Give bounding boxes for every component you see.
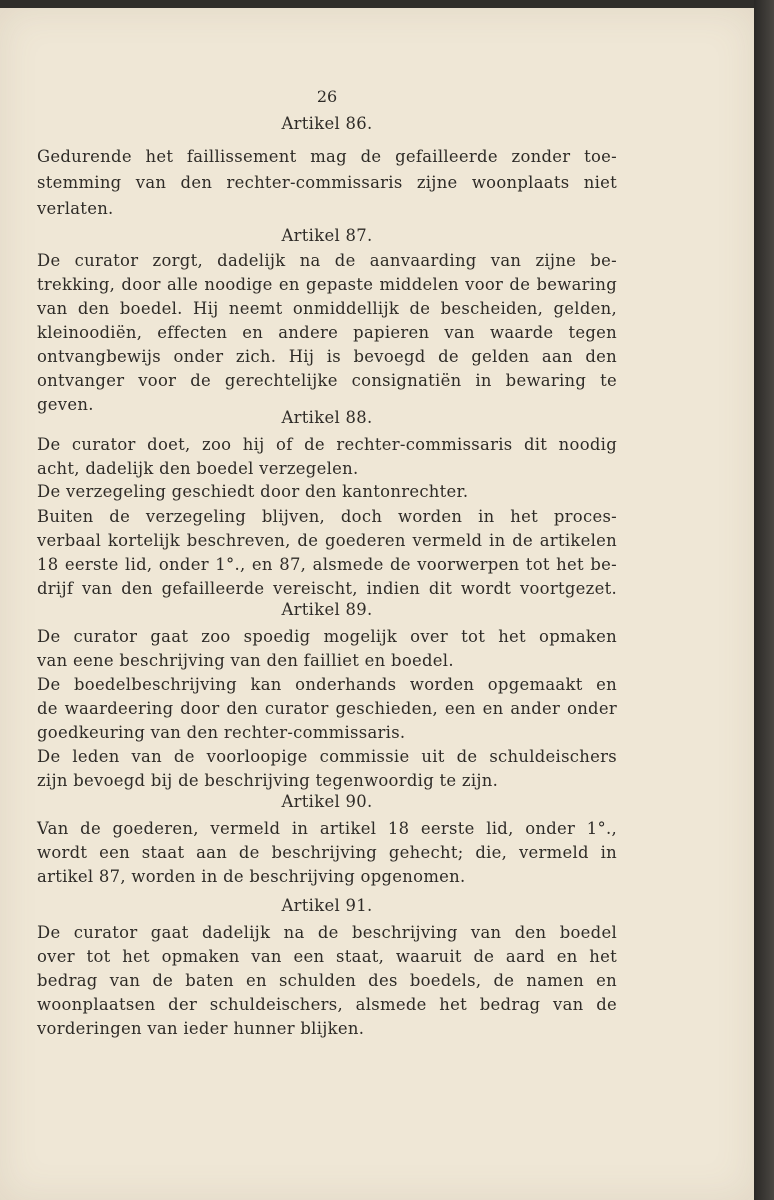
article-text-line: De curator gaat dadelijk na de beschrijving van den boedel <box>37 923 617 942</box>
article-text-line: artikel 87, worden in de beschrijving opgenomen. <box>37 867 466 886</box>
article-text-line: de waardeering door den curator geschieden, een en ander onder <box>37 699 617 718</box>
article-text-line: wordt een staat aan de beschrijving gehecht; die, vermeld in <box>37 843 617 862</box>
article-text-line: ontvanger voor de gerechtelijke consignatiën in bewaring te <box>37 371 617 390</box>
article-text-line: ontvangbewijs onder zich. Hij is bevoegd de gelden aan den <box>37 347 617 366</box>
article-heading: Artikel 91. <box>281 896 373 915</box>
article-heading: Artikel 87. <box>281 226 373 245</box>
article-text-line: De curator gaat zoo spoedig mogelijk over tot het opmaken <box>37 627 617 646</box>
article-text-line: verbaal kortelijk beschreven, de goederen vermeld in de artikelen <box>37 531 617 550</box>
article-text-line: kleinoodiën, effecten en andere papieren van waarde tegen <box>37 323 617 342</box>
book-page <box>0 8 754 1200</box>
article-text-line: trekking, door alle noodige en gepaste middelen voor de bewaring <box>37 275 617 294</box>
article-text-line: zijn bevoegd bij de beschrijving tegenwoordig te zijn. <box>37 771 499 790</box>
article-text-line: vorderingen van ieder hunner blijken. <box>37 1019 365 1038</box>
article-text-line: Buiten de verzegeling blijven, doch worden in het proces- <box>37 507 617 526</box>
article-heading: Artikel 90. <box>281 792 373 811</box>
article-text-line: De curator zorgt, dadelijk na de aanvaarding van zijne be- <box>37 251 617 270</box>
article-text-line: verlaten. <box>37 199 114 218</box>
article-heading: Artikel 88. <box>281 408 373 427</box>
article-text-line: bedrag van de baten en schulden des boedels, de namen en <box>37 971 617 990</box>
article-text-line: Van de goederen, vermeld in artikel 18 eerste lid, onder 1°., <box>37 819 617 838</box>
article-text-line: van den boedel. Hij neemt onmiddellijk de bescheiden, gelden, <box>37 299 617 318</box>
article-text-line: De leden van de voorloopige commissie uit de schuldeischers <box>37 747 617 766</box>
page-number: 26 <box>316 87 338 106</box>
article-text-line: De verzegeling geschiedt door den kantonrechter. <box>37 482 469 501</box>
article-text-line: stemming van den rechter-commissaris zijne woonplaats niet <box>37 173 617 192</box>
article-heading: Artikel 86. <box>281 114 373 133</box>
scan-right-edge <box>754 0 774 1200</box>
article-text-line: 18 eerste lid, onder 1°., en 87, alsmede de voorwerpen tot het be- <box>37 555 617 574</box>
article-text-line: over tot het opmaken van een staat, waaruit de aard en het <box>37 947 617 966</box>
article-text-line: acht, dadelijk den boedel verzegelen. <box>37 459 359 478</box>
article-text-line: drijf van den gefailleerde vereischt, indien dit wordt voortgezet. <box>37 579 617 598</box>
scan-top-edge <box>0 0 754 8</box>
article-text-line: De boedelbeschrijving kan onderhands worden opgemaakt en <box>37 675 617 694</box>
article-text-line: woonplaatsen der schuldeischers, alsmede het bedrag van de <box>37 995 617 1014</box>
article-text-line: goedkeuring van den rechter-commissaris. <box>37 723 406 742</box>
article-text-line: geven. <box>37 395 94 414</box>
article-text-line: Gedurende het faillissement mag de gefailleerde zonder toe- <box>37 147 617 166</box>
article-text-line: De curator doet, zoo hij of de rechter-commissaris dit noodig <box>37 435 617 454</box>
article-text-line: van eene beschrijving van den failliet en boedel. <box>37 651 454 670</box>
article-heading: Artikel 89. <box>281 600 373 619</box>
